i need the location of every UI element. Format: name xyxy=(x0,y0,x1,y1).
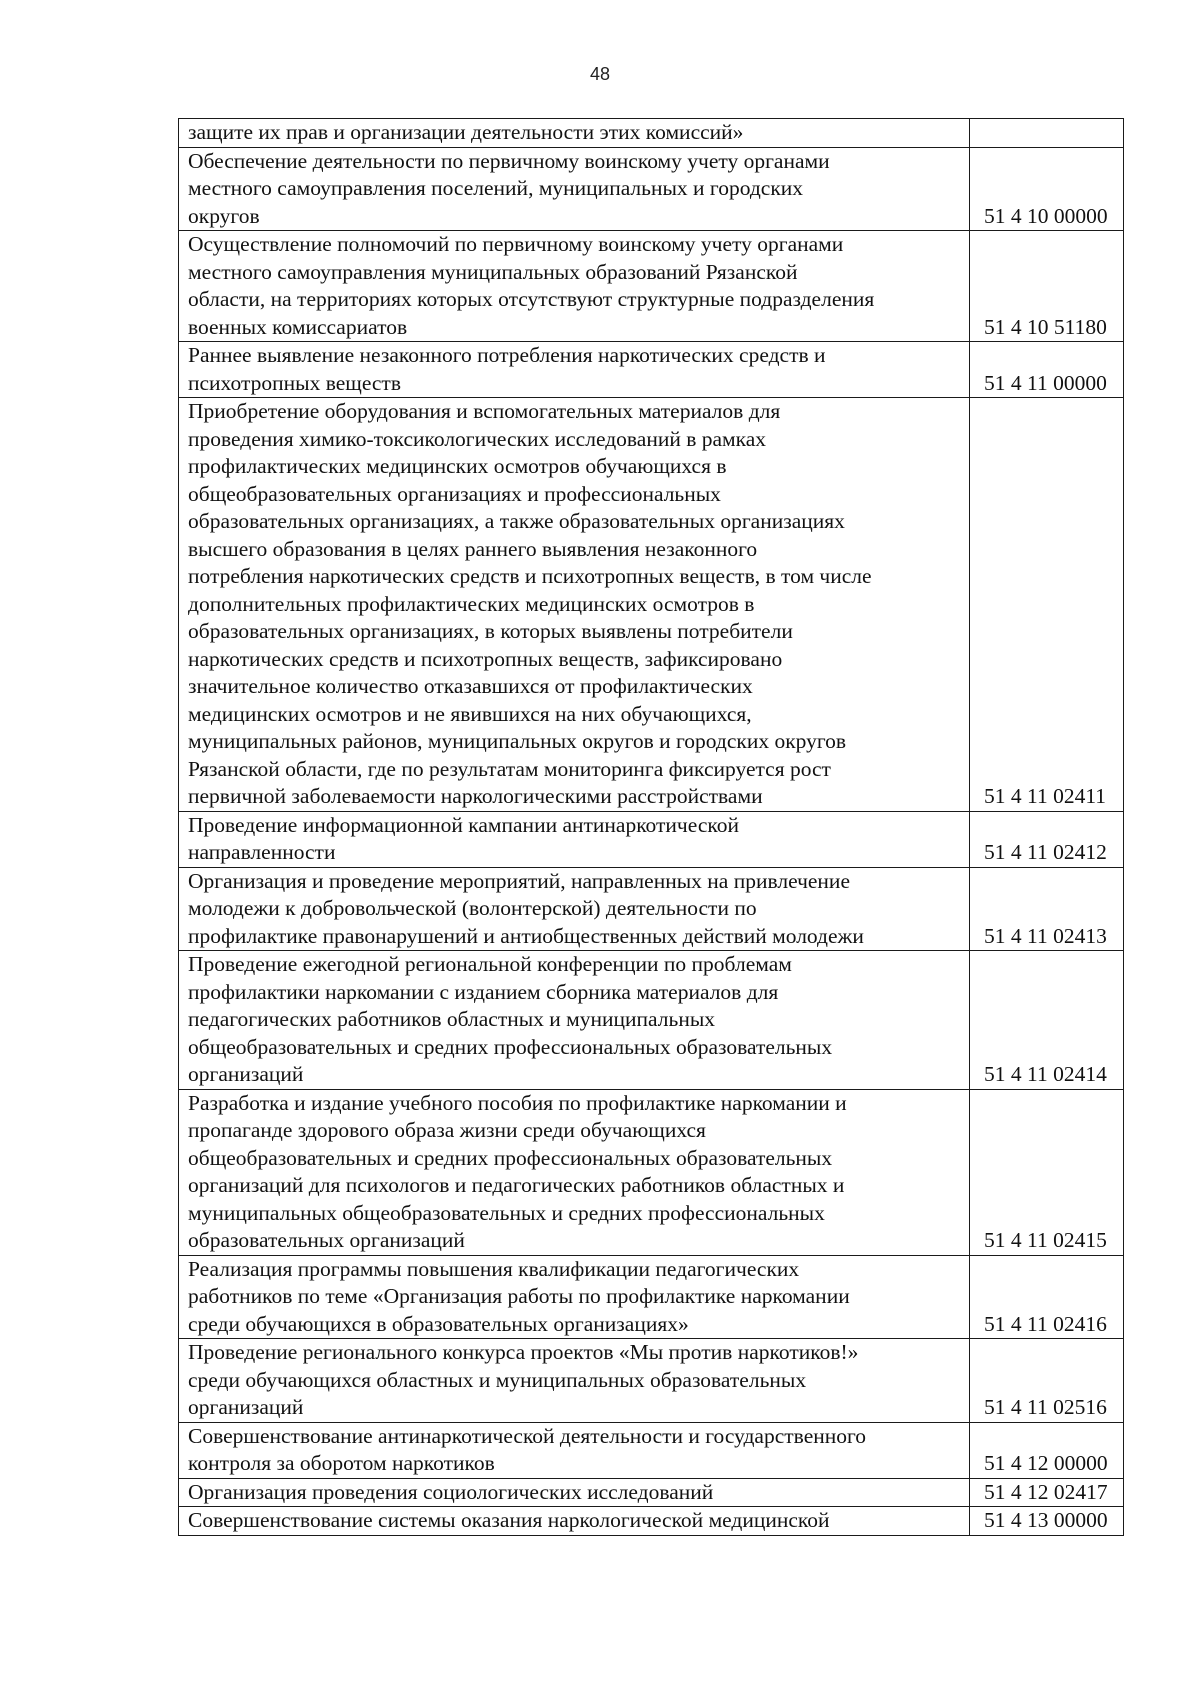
row-description: Проведение регионального конкурса проектов «Мы против наркотиков!» среди обучающихся областных и муниципальных образовательных организаций xyxy=(179,1339,970,1423)
row-description: Раннее выявление незаконного потребления наркотических средств и психотропных веществ xyxy=(179,342,970,398)
row-description: Осуществление полномочий по первичному воинскому учету органами местного самоуправления муниципальных образований Рязанской области, на территориях которых отсутствуют структурные подразделения военных комиссариатов xyxy=(179,231,970,342)
table-row xyxy=(179,119,1124,148)
row-code: 51 4 11 02413 xyxy=(970,867,1124,951)
row-code: 51 4 11 00000 xyxy=(970,342,1124,398)
table-row xyxy=(179,1507,1124,1536)
row-code: 51 4 11 02416 xyxy=(970,1255,1124,1339)
page-number: 48 xyxy=(589,64,611,84)
row-code xyxy=(970,119,1124,148)
row-description: Проведение ежегодной региональной конференции по проблемам профилактики наркомании с изданием сборника материалов для педагогических работников областных и муниципальных общеобразовательных и средних профессиональных образовательных организаций xyxy=(179,951,970,1090)
table-row xyxy=(179,147,1124,231)
row-description: Разработка и издание учебного пособия по профилактике наркомании и пропаганде здорового образа жизни среди обучающихся общеобразовательных и средних профессиональных образовательных организаций для психологов и педагогических работников областных и муниципальных общеобразовательных и средних профессиональных образовательных организаций xyxy=(179,1089,970,1255)
row-description: Проведение информационной кампании антинаркотической направленности xyxy=(179,811,970,867)
table-row xyxy=(179,867,1124,951)
table-row xyxy=(179,1422,1124,1478)
row-code: 51 4 11 02516 xyxy=(970,1339,1124,1423)
row-code: 51 4 11 02412 xyxy=(970,811,1124,867)
table-row xyxy=(179,1255,1124,1339)
table-row xyxy=(179,951,1124,1090)
table-row xyxy=(179,342,1124,398)
row-code: 51 4 12 00000 xyxy=(970,1422,1124,1478)
row-description: Совершенствование антинаркотической деятельности и государственного контроля за оборотом наркотиков xyxy=(179,1422,970,1478)
row-description: Обеспечение деятельности по первичному воинскому учету органами местного самоуправления поселений, муниципальных и городских округов xyxy=(179,147,970,231)
row-code: 51 4 10 00000 xyxy=(970,147,1124,231)
row-code: 51 4 11 02411 xyxy=(970,398,1124,812)
table-row xyxy=(179,1339,1124,1423)
row-description: Приобретение оборудования и вспомогательных материалов для проведения химико-токсикологических исследований в рамках профилактических медицинских осмотров обучающихся в общеобразовательных организациях и профессиональных образовательных организациях, а также образовательных организациях высшего образования в целях раннего выявления незаконного потребления наркотических средств и психотропных веществ, в том числе дополнительных профилактических медицинских осмотров в образовательных организациях, в которых выявлены потребители наркотических средств и психотропных веществ, зафиксировано значительное количество отказавшихся от профилактических медицинских осмотров и не явившихся на них обучающихся, муниципальных районов, муниципальных округов и городских округов Рязанской области, где по результатам мониторинга фиксируется рост первичной заболеваемости наркологическими расстройствами xyxy=(179,398,970,812)
table-row xyxy=(179,1478,1124,1507)
table-row xyxy=(179,398,1124,812)
budget-code-table xyxy=(178,118,1124,1536)
table-row xyxy=(179,1089,1124,1255)
table-row xyxy=(179,231,1124,342)
row-code: 51 4 11 02414 xyxy=(970,951,1124,1090)
row-code: 51 4 10 51180 xyxy=(970,231,1124,342)
row-description: Организация проведения социологических исследований xyxy=(179,1478,970,1507)
row-code: 51 4 11 02415 xyxy=(970,1089,1124,1255)
row-description: Реализация программы повышения квалификации педагогических работников по теме «Организация работы по профилактике наркомании среди обучающихся в образовательных организациях» xyxy=(179,1255,970,1339)
row-description: Организация и проведение мероприятий, направленных на привлечение молодежи к добровольческой (волонтерской) деятельности по профилактике правонарушений и антиобщественных действий молодежи xyxy=(179,867,970,951)
row-description: защите их прав и организации деятельности этих комиссий» xyxy=(179,119,970,148)
row-code: 51 4 13 00000 xyxy=(970,1507,1124,1536)
table-row xyxy=(179,811,1124,867)
row-code: 51 4 12 02417 xyxy=(970,1478,1124,1507)
row-description: Совершенствование системы оказания наркологической медицинской xyxy=(179,1507,970,1536)
